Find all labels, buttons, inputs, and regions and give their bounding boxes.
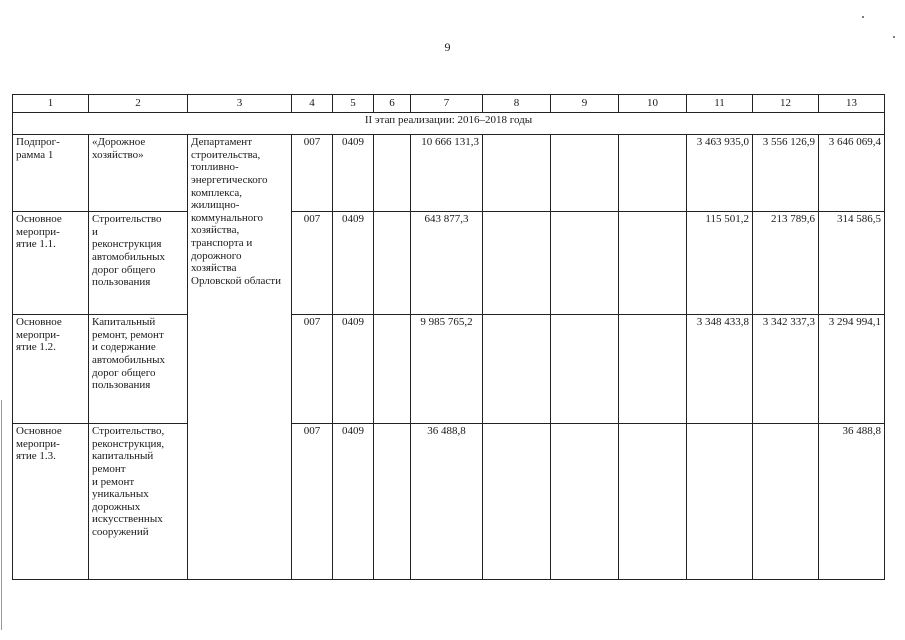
item-name: Строительство, реконструкция, капитальный ремонт и ремонт уникальных дорожных искусственных сооружений xyxy=(89,424,188,580)
table-row xyxy=(13,315,885,424)
item-code: Подпрог- рамма 1 xyxy=(13,135,89,212)
col-header: 9 xyxy=(551,95,619,113)
stage-row xyxy=(13,113,885,135)
cell-c7: 9 985 765,2 xyxy=(411,315,483,424)
col-header: 8 xyxy=(483,95,551,113)
cell-c10 xyxy=(619,212,687,315)
cell-c9 xyxy=(551,135,619,212)
cell-c12 xyxy=(753,424,819,580)
cell-c6 xyxy=(374,315,411,424)
cell-c4: 007 xyxy=(292,212,333,315)
item-name: Строительство и реконструкция автомобильных дорог общего пользования xyxy=(89,212,188,315)
col-header: 6 xyxy=(374,95,411,113)
cell-c8 xyxy=(483,212,551,315)
cell-c12: 3 556 126,9 xyxy=(753,135,819,212)
cell-c5: 0409 xyxy=(333,212,374,315)
cell-c11: 115 501,2 xyxy=(687,212,753,315)
cell-c13: 3 294 994,1 xyxy=(819,315,885,424)
item-code: Основное меропри- ятие 1.3. xyxy=(13,424,89,580)
scan-speck xyxy=(862,16,864,18)
col-header: 11 xyxy=(687,95,753,113)
cell-c11 xyxy=(687,424,753,580)
cell-c5: 0409 xyxy=(333,424,374,580)
page-number: 9 xyxy=(444,40,451,54)
cell-c13: 314 586,5 xyxy=(819,212,885,315)
cell-c13: 36 488,8 xyxy=(819,424,885,580)
col-header: 4 xyxy=(292,95,333,113)
cell-c7: 643 877,3 xyxy=(411,212,483,315)
col-header: 12 xyxy=(753,95,819,113)
table-row xyxy=(13,424,885,580)
item-name: Капитальный ремонт, ремонт и содержание автомобильных дорог общего пользования xyxy=(89,315,188,424)
cell-c7: 10 666 131,3 xyxy=(411,135,483,212)
cell-c12: 3 342 337,3 xyxy=(753,315,819,424)
cell-c5: 0409 xyxy=(333,135,374,212)
cell-c9 xyxy=(551,315,619,424)
cell-c6 xyxy=(374,135,411,212)
cell-c7: 36 488,8 xyxy=(411,424,483,580)
cell-c9 xyxy=(551,424,619,580)
cell-c4: 007 xyxy=(292,315,333,424)
cell-c8 xyxy=(483,424,551,580)
cell-c4: 007 xyxy=(292,135,333,212)
col-header: 2 xyxy=(89,95,188,113)
scan-speck xyxy=(893,36,895,38)
cell-c10 xyxy=(619,424,687,580)
stage-title: II этап реализации: 2016–2018 годы xyxy=(13,113,885,135)
table-wrapper xyxy=(12,94,885,580)
column-number-row xyxy=(13,95,885,113)
cell-c6 xyxy=(374,424,411,580)
cell-c10 xyxy=(619,315,687,424)
cell-c5: 0409 xyxy=(333,315,374,424)
cell-c10 xyxy=(619,135,687,212)
col-header: 5 xyxy=(333,95,374,113)
cell-c9 xyxy=(551,212,619,315)
cell-c11: 3 463 935,0 xyxy=(687,135,753,212)
cell-c4: 007 xyxy=(292,424,333,580)
col-header: 13 xyxy=(819,95,885,113)
scan-edge-line xyxy=(1,400,2,630)
cell-c11: 3 348 433,8 xyxy=(687,315,753,424)
budget-table xyxy=(12,94,885,580)
col-header: 7 xyxy=(411,95,483,113)
cell-c13: 3 646 069,4 xyxy=(819,135,885,212)
item-code: Основное меропри- ятие 1.2. xyxy=(13,315,89,424)
table-row xyxy=(13,212,885,315)
cell-c8 xyxy=(483,135,551,212)
item-name: «Дорожное хозяйство» xyxy=(89,135,188,212)
cell-c6 xyxy=(374,212,411,315)
cell-c12: 213 789,6 xyxy=(753,212,819,315)
table-row xyxy=(13,135,885,212)
item-code: Основное меропри- ятие 1.1. xyxy=(13,212,89,315)
col-header: 1 xyxy=(13,95,89,113)
cell-c8 xyxy=(483,315,551,424)
col-header: 3 xyxy=(188,95,292,113)
col-header: 10 xyxy=(619,95,687,113)
responsible-department: Департамент строительства, топливно-энергетического комплекса, жилищно-коммунального хозяйства, транспорта и дорожного хозяйства Орловской области xyxy=(188,135,292,580)
